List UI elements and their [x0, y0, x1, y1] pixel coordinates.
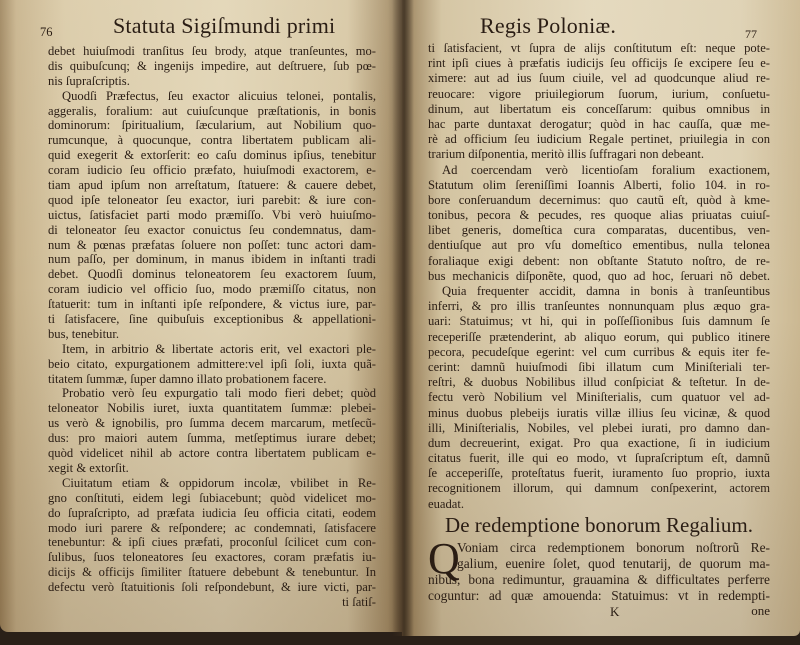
page-number: 77 — [745, 27, 757, 41]
right-text-block — [428, 41, 770, 512]
body-text-line: rumcunque, à quocunque, contra libertatem publicam ali- — [48, 133, 376, 148]
body-text-line: ti ſatisfacere, ſine quibuſuis exceptionibus & appellationi- — [48, 312, 376, 327]
body-text-line: dentiuſque aut pro vſu domeſtico ementibus, nulla telonea — [428, 238, 770, 253]
left-page — [0, 0, 404, 632]
body-text-line: cerint: damnũ huiuſmodi ſibi illatum cum Miniſteriali ter- — [428, 359, 770, 374]
left-text-block — [48, 44, 376, 610]
body-text-line: dominorum: ſpiritualium, ſæcularium, aut Nobilium quo- — [48, 118, 376, 133]
body-text-line: illi, Miniſterialis, Nobiles, vel plebei iurati, pro damno dan- — [428, 420, 770, 435]
body-text-line: modo iuri parere & reſpondere; ac condemnati, ſatisfacere — [48, 520, 376, 535]
body-text-line: receperiſſe prætenderint, ab aliquo eorum, qui publico itinere — [428, 329, 770, 344]
body-text-line: ximere: aut ad ius ſuum ciuile, vel ad quodcunque aliud re- — [428, 71, 770, 86]
body-text-line: bus, tenebitur. — [48, 326, 120, 341]
catchword: ti ſatiſ- — [342, 594, 376, 609]
body-text-line: minus duobus plebeijs iuratis villæ illius ſeu vicinæ, & quod — [428, 405, 770, 420]
body-text-line: coram iudicio ſeu officio præfato, huiuſmodi exactorem, e- — [48, 163, 376, 178]
body-text-line: rè ad officium ſeu iudicium Regale pertinet, priuilegia in con — [428, 132, 770, 147]
body-text-line: uictus, ſatisfaciet parti modo præmiſſo. Vbi verò huiuſmo- — [48, 207, 376, 222]
body-text-line: quòd videlicet nihil ab actore contra libertatem publicam e- — [48, 446, 376, 461]
body-text-line: dis quibuſcunq; & ingenijs impedire, aut deſtruere, ſub pœ- — [48, 58, 376, 73]
book-gutter — [392, 0, 414, 636]
body-text-line: aggeralis, foralium: aut cuiuſcunque præſtationis, in bonis — [48, 103, 376, 118]
body-text-line: reuocare: vigore priuilegiorum ſuorum, iurium, conſuetu- — [428, 86, 770, 101]
body-text-line: ſulibus, ſuos teloneatores ſeu exactores, coram præfatis iu- — [48, 550, 376, 565]
signature-mark: K — [610, 604, 620, 619]
body-text-line: dicijs & officijs ſimiliter ſtatuere debebunt & tenebuntur. In — [48, 565, 376, 580]
body-text-line: ſe acceperiſſe, proteſtatus fuerit, iuramento ſuo proprio, iuxta — [428, 466, 770, 481]
body-text-line: reſtri, & duobus Nobilibus illud conſpiciat & teſtetur. In de- — [428, 375, 770, 390]
body-text-line: inferri, & pro illis tranſeuntes nonnunquam plus æquo gra- — [428, 299, 770, 314]
body-text-line: Ad coercendam verò licentioſam foralium exactionem, — [442, 162, 770, 177]
body-text-line: tenebuntur: & ipſi ciues præfati, proconſul ſcilicet cum con- — [48, 535, 376, 550]
catchword: one — [751, 603, 770, 618]
body-text-line: bore conſeruandum decernimus: quo cautũ eſt, quòd à kme- — [428, 192, 770, 207]
body-text-line: debet. Quodſi dominus teloneatorem ſeu exactorem ſuum, — [48, 267, 376, 282]
body-text-line: euadat. — [428, 496, 465, 511]
body-text-line: num paſſo, per dominum, in manus ibidem in inſtanti tradi — [48, 252, 376, 267]
body-text-line: Voniam circa redemptionem bonorum noſtrorũ Re- — [457, 540, 770, 555]
body-text-line: xegit & extorſit. — [48, 460, 129, 475]
page-number: 76 — [40, 25, 53, 39]
body-text-line: pecora, pecudeſque egerint: vel cum curribus & equis iter fe- — [428, 344, 770, 359]
body-text-line: titatem ſummæ, ſuper damno illato probationem facere. — [48, 371, 327, 386]
body-text-line: recognitionem illorum, qui damnum conſpexerint, actorem — [428, 481, 770, 496]
body-text-line: num & pœnas præfatas ſoluere non poſſet: tunc actori dam- — [48, 237, 376, 252]
body-text-line: uari: Statuimus; vt hi, qui in poſſeſſionibus ſuis damnum ſe — [428, 314, 770, 329]
body-text-line: dus: pro maiori autem ſumma, metſeptimus iurare debet; — [48, 431, 376, 446]
body-text-line: Item, in arbitrio & libertate actoris erit, vel exactori ple- — [62, 341, 376, 356]
body-text-line: dum decreuerint, exigat. Pro qua exactione, ſi in iudicium — [428, 435, 770, 450]
drop-cap: Q — [428, 534, 460, 583]
body-text-line: libet generis, domeſtica cura comparatas, ducentibus, ven- — [428, 223, 770, 238]
body-text-line: Quodſi Præfectus, ſeu exactor alicuius telonei, pontalis, — [62, 88, 376, 103]
section-heading: De redemptione bonorum Regalium. — [445, 513, 753, 537]
body-text-line: hac parte duntaxat derogatur; quòd in hac cauſſa, quæ me- — [428, 116, 770, 131]
right-page — [402, 0, 800, 636]
body-text-line: do ſupraſcripto, ad præfata iudicia ſeu officia citati, eodem — [48, 505, 376, 520]
body-text-line: ti ſatisfacient, vt ſupra de alijs conſtitutum eſt: neque pote- — [428, 41, 770, 55]
body-text-line: citatus fuerit, ille qui eo modo, vt ſupraſcriptum eſt, damnũ — [428, 451, 770, 466]
body-text-line: defectu verò ſtatuitionis ſoli reſpondebunt, & iure victi, par- — [48, 580, 376, 595]
body-text-line: gno conſtituti, eidem legi ſubiacebunt; quòd videlicet mo- — [48, 490, 376, 505]
body-text-line: di teloneator ſeu exactor conuictus ſeu condemnatus, dam- — [48, 222, 376, 237]
body-text-line: Quia frequenter accidit, damna in bonis à tranſeuntibus — [442, 284, 770, 298]
body-text-line: beio citato, expurgationem admittere:vel ipſi ſoli, iuxta quã- — [48, 356, 376, 371]
body-text-line: dinum, aut libertatum eis conceſſarum: quibus omnibus in — [428, 101, 770, 116]
body-text-line: nis ſupraſcriptis. — [48, 73, 130, 88]
body-text-line: fectu verò Nobilium vel Miniſterialis, cum quatuor vel ad- — [428, 390, 770, 405]
body-text-line: debet huiuſmodi tranſitus ſeu brody, atque tranſeuntes, mo- — [48, 44, 376, 58]
section-text-block — [428, 540, 770, 604]
body-text-line: trarium diſponentia, meritò illis ſuffragari non debeant. — [428, 147, 705, 162]
body-text-line: bus mechanicis diſponẽte, quod, quo ad hoc, ſeruari nõ debet. — [428, 268, 770, 283]
body-text-line: ſtatuerit: tum in inſtanti ipſe reſpondere, & victus iure, par- — [48, 297, 376, 312]
body-text-line: Ciuitatum etiam & oppidorum incolæ, vbilibet in Re- — [62, 475, 376, 490]
body-text-line: nibus, bona redimuntur, grauamina & difficultates perferre — [428, 572, 770, 587]
body-text-line: rint ipſi ciues à præfatis iudicijs ſeu officijs ſe excipere ſeu e- — [428, 56, 770, 71]
body-text-line: foraliaque exigi debent: non obſtante Statuto noſtro, de re- — [428, 253, 770, 268]
running-head: Statuta Sigiſmundi primi — [113, 13, 336, 38]
body-text-line: coguntur: ad quæ amouenda: Statuimus: vt in redempti- — [428, 588, 770, 603]
body-text-line: quid exegerit & extorſerit: eo caſu dominus ipſius, tenebitur — [48, 148, 376, 163]
body-text-line: us verò & ignobilis, pro ſumma decem marcarum, metſecũ- — [48, 416, 376, 431]
body-text-line: coram iudicio vel officio ſuo, modo præmiſſo citatus, non — [48, 282, 376, 297]
running-head: Regis Poloniæ. — [480, 13, 617, 38]
body-text-line: Statutum olim ſereniſſimi Ioannis Alberti, folio 104. in ro- — [428, 177, 770, 192]
body-text-line: Probatio verò ſeu expurgatio tali modo fieri debet; quòd — [62, 386, 376, 401]
body-text-line: galium, euenire ſolet, quod tenutarij, de quorum ma- — [457, 556, 770, 571]
body-text-line: teloneator Nobilis iuret, iuxta quantitatem ſummæ: plebei- — [48, 401, 376, 416]
body-text-line: tiam apud ipſum non arreſtatum, ſtatuere: & cauere debet, — [48, 178, 376, 193]
body-text-line: quod ipſe teloneator ſeu exactor, iuri parebit: & iure con- — [48, 192, 376, 207]
body-text-line: tonibus, pecora & pecudes, res quoque alias priuatas cuiuſ- — [428, 208, 770, 223]
